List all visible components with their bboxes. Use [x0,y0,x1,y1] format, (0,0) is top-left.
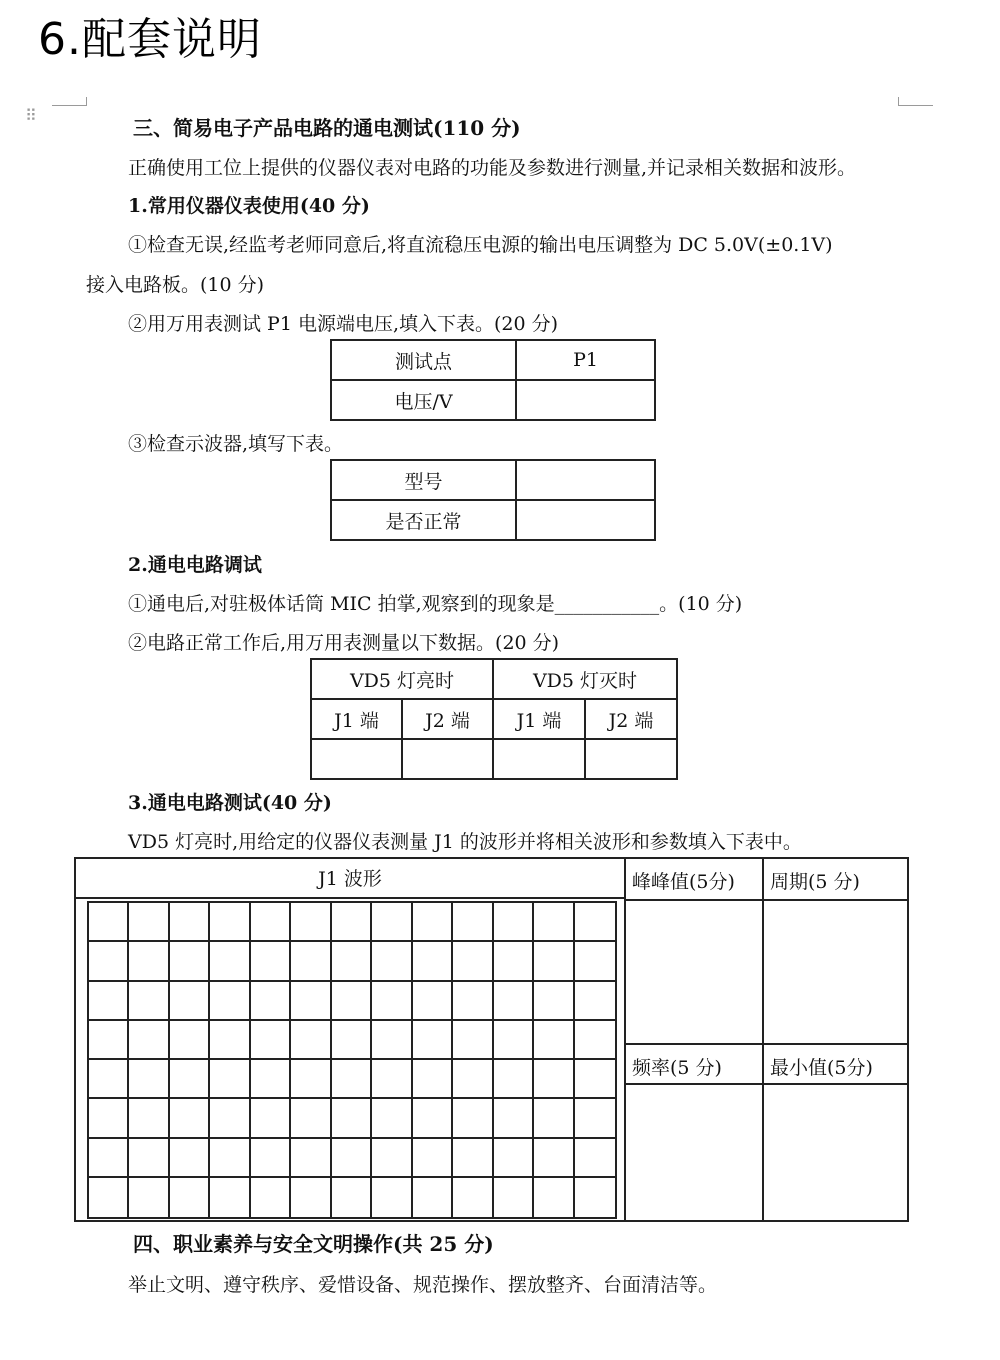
grid-cell [372,982,412,1021]
part2-item1: ①通电后,对驻极体话筒 MIC 拍掌,观察到的现象是___________。(10 分) [128,593,743,615]
section4-text: 举止文明、遵守秩序、爱惜设备、规范操作、摆放整齐、台面清洁等。 [128,1274,718,1296]
grid-cell [453,1099,493,1138]
voltage-table-header-p1: P1 [516,340,655,380]
led-measure-table [310,658,678,780]
grid-cell [494,942,534,981]
grid-cell [534,903,574,942]
grid-cell [372,942,412,981]
page-heading: 6.配套说明 [38,14,262,65]
grid-cell [251,1099,291,1138]
grid-cell [251,982,291,1021]
grid-cell [575,982,615,1021]
grid-cell [453,1139,493,1178]
part1-item3: ③检查示波器,填写下表。 [128,433,344,455]
peak-to-peak-label: 峰峰值(5分) [632,871,735,893]
grid-cell [210,903,250,942]
grid-cell [170,942,210,981]
grid-cell [129,1021,169,1060]
period-label: 周期(5 分) [770,871,860,893]
grid-cell [89,1060,129,1099]
part3-intro: VD5 灯亮时,用给定的仪器仪表测量 J1 的波形并将相关波形和参数填入下表中。 [128,831,802,853]
minimum-cell[interactable] [764,1045,907,1220]
section4-title: 四、职业素养与安全文明操作(共 25 分) [133,1232,494,1256]
grid-cell [210,1178,250,1217]
grid-cell [575,903,615,942]
grid-cell [129,1099,169,1138]
grid-cell [89,903,129,942]
grid-cell [575,942,615,981]
grid-cell [291,1099,331,1138]
grid-cell [170,1021,210,1060]
grid-cell [251,1021,291,1060]
frequency-cell[interactable] [626,1045,764,1220]
led-on-header: VD5 灯亮时 [311,659,493,699]
grid-cell [494,1178,534,1217]
grid-cell [453,1021,493,1060]
crop-mark-top-left [52,97,87,106]
grid-cell [494,1139,534,1178]
grid-cell [129,1139,169,1178]
period-cell[interactable] [764,859,907,1045]
led-on-j1-header: J1 端 [311,699,402,739]
grid-cell [129,942,169,981]
grid-cell [372,1099,412,1138]
grid-cell [332,1178,372,1217]
oscilloscope-normal-label: 是否正常 [331,500,516,540]
grid-cell [413,1178,453,1217]
grid-cell [210,942,250,981]
grid-cell [575,1139,615,1178]
grid-cell [534,1178,574,1217]
grid-cell [89,942,129,981]
peak-to-peak-cell[interactable] [626,859,764,1045]
grid-cell [534,942,574,981]
grid-cell [575,1178,615,1217]
grid-cell [332,1099,372,1138]
grid-cell [129,1178,169,1217]
grid-cell [453,903,493,942]
grid-cell [413,1139,453,1178]
led-off-j1-cell[interactable] [493,739,585,779]
part1-title: 1.常用仪器仪表使用(40 分) [128,195,370,217]
grid-cell [413,903,453,942]
grid-cell [170,903,210,942]
part2-item2: ②电路正常工作后,用万用表测量以下数据。(20 分) [128,632,560,654]
voltage-table-row-label: 电压/V [331,380,516,420]
grid-cell [372,1021,412,1060]
grid-cell [372,1178,412,1217]
frequency-label: 频率(5 分) [632,1057,722,1079]
grid-cell [291,903,331,942]
grid-cell [251,1139,291,1178]
led-on-j2-cell[interactable] [402,739,493,779]
grid-cell [170,1178,210,1217]
grid-cell [494,1099,534,1138]
grid-cell [210,1021,250,1060]
led-off-header: VD5 灯灭时 [493,659,677,699]
led-off-j1-header: J1 端 [493,699,585,739]
part1-item1-line2: 接入电路板。(10 分) [86,274,265,296]
grid-cell [129,982,169,1021]
grid-cell [89,1178,129,1217]
oscilloscope-model-cell[interactable] [516,460,655,500]
grid-cell [534,982,574,1021]
part3-title: 3.通电电路测试(40 分) [128,792,332,814]
voltage-table [330,339,656,421]
grid-cell [210,1060,250,1099]
section3-title: 三、简易电子产品电路的通电测试(110 分) [133,116,521,140]
waveform-header: J1 波形 [76,859,626,899]
section3-intro: 正确使用工位上提供的仪器仪表对电路的功能及参数进行测量,并记录相关数据和波形。 [128,157,857,179]
grid-cell [332,1060,372,1099]
grid-cell [494,1060,534,1099]
grid-cell [251,1060,291,1099]
led-on-j2-header: J2 端 [402,699,493,739]
grid-cell [534,1099,574,1138]
part2-title: 2.通电电路调试 [128,554,262,576]
grid-cell [413,982,453,1021]
grid-cell [413,1060,453,1099]
grid-cell [332,903,372,942]
grid-cell [170,1060,210,1099]
grid-cell [534,1021,574,1060]
grid-cell [291,1060,331,1099]
led-on-j1-cell[interactable] [311,739,402,779]
waveform-table [74,857,909,1222]
minimum-label: 最小值(5分) [770,1057,873,1079]
grid-cell [332,942,372,981]
grid-cell [575,1021,615,1060]
grid-cell [453,942,493,981]
grid-cell [453,982,493,1021]
waveform-grid-area[interactable] [76,899,626,1220]
oscilloscope-normal-cell[interactable] [516,500,655,540]
grid-cell [413,1021,453,1060]
grid-cell [251,942,291,981]
waveform-grid [87,901,617,1219]
drag-handle-icon[interactable]: ⠿ [25,106,36,125]
grid-cell [534,1060,574,1099]
grid-cell [575,1060,615,1099]
grid-cell [372,1139,412,1178]
grid-cell [494,903,534,942]
oscilloscope-table [330,459,656,541]
grid-cell [170,982,210,1021]
grid-cell [251,1178,291,1217]
grid-cell [291,1139,331,1178]
grid-cell [251,903,291,942]
voltage-table-value-cell[interactable] [516,380,655,420]
grid-cell [494,1021,534,1060]
grid-cell [89,1021,129,1060]
grid-cell [89,1099,129,1138]
grid-cell [332,1139,372,1178]
grid-cell [291,1021,331,1060]
grid-cell [129,1060,169,1099]
crop-mark-top-right [898,97,933,106]
led-off-j2-cell[interactable] [585,739,677,779]
grid-cell [332,1021,372,1060]
grid-cell [210,982,250,1021]
voltage-table-header-testpoint: 测试点 [331,340,516,380]
grid-cell [210,1099,250,1138]
grid-cell [413,942,453,981]
grid-cell [575,1099,615,1138]
grid-cell [372,1060,412,1099]
part1-item2: ②用万用表测试 P1 电源端电压,填入下表。(20 分) [128,313,559,335]
grid-cell [170,1099,210,1138]
oscilloscope-model-label: 型号 [331,460,516,500]
grid-cell [291,942,331,981]
grid-cell [210,1139,250,1178]
grid-cell [89,1139,129,1178]
part1-item1-line1: ①检查无误,经监考老师同意后,将直流稳压电源的输出电压调整为 DC 5.0V(±0.1V) [128,234,833,256]
grid-cell [453,1060,493,1099]
grid-cell [332,982,372,1021]
led-off-j2-header: J2 端 [585,699,677,739]
grid-cell [372,903,412,942]
grid-cell [494,982,534,1021]
grid-cell [129,903,169,942]
grid-cell [413,1099,453,1138]
grid-cell [534,1139,574,1178]
grid-cell [291,982,331,1021]
grid-cell [291,1178,331,1217]
grid-cell [89,982,129,1021]
grid-cell [453,1178,493,1217]
grid-cell [170,1139,210,1178]
